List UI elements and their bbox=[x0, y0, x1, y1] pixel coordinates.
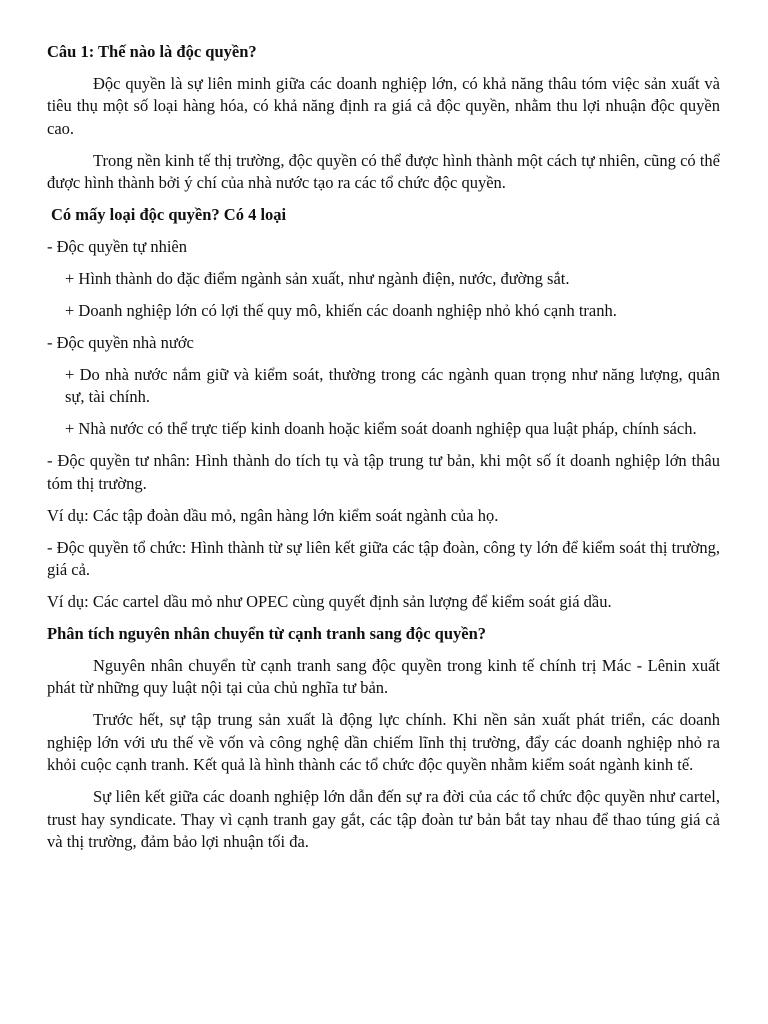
section3-paragraph-2: Trước hết, sự tập trung sản xuất là động lực chính. Khi nền sản xuất phát triển, các doanh nghiệp lớn với ưu thế về vốn và công nghệ dần chiếm lĩnh thị trường, đẩy các doanh nghiệp nhỏ ra khỏi cuộc cạnh tranh. Kết quả là hình thành các tổ chức độc quyền nhằm kiểm soát ngành kinh tế. bbox=[47, 710, 720, 774]
monopoly-type-state-point-1: + Do nhà nước nắm giữ và kiểm soát, thường trong các ngành quan trọng như năng lượng, quân sự, tài chính. bbox=[65, 364, 720, 406]
section3-paragraph-1: Nguyên nhân chuyển từ cạnh tranh sang độc quyền trong kinh tế chính trị Mác - Lênin xuất phát từ những quy luật nội tại của chủ nghĩa tư bản. bbox=[47, 655, 720, 697]
monopoly-type-organization-example: Ví dụ: Các cartel dầu mỏ như OPEC cùng quyết định sản lượng để kiểm soát giá dầu. bbox=[47, 592, 612, 611]
section3-paragraph-3: Sự liên kết giữa các doanh nghiệp lớn dẫn đến sự ra đời của các tổ chức độc quyền như cartel, trust hay syndicate. Thay vì cạnh tranh gay gắt, các tập đoàn tư bản bắt tay nhau để thao túng giá cả và thị trường, đảm bảo lợi nhuận tối đa. bbox=[47, 787, 720, 851]
section3-title: Phân tích nguyên nhân chuyển từ cạnh tranh sang độc quyền? bbox=[47, 624, 487, 643]
section1-title: Câu 1: Thế nào là độc quyền? bbox=[47, 42, 257, 61]
section2-title: Có mấy loại độc quyền? Có 4 loại bbox=[51, 205, 287, 224]
section1-paragraph-2: Trong nền kinh tế thị trường, độc quyền có thể được hình thành một cách tự nhiên, cũng có thể được hình thành bởi ý chí của nhà nước tạo ra các tổ chức độc quyền. bbox=[47, 150, 720, 192]
monopoly-type-organization: - Độc quyền tổ chức: Hình thành từ sự liên kết giữa các tập đoàn, công ty lớn để kiểm soát thị trường, giá cả. bbox=[47, 537, 720, 579]
monopoly-type-natural-point-1: + Hình thành do đặc điểm ngành sản xuất, như ngành điện, nước, đường sắt. bbox=[65, 268, 570, 288]
document-page bbox=[47, 41, 720, 863]
monopoly-type-state: - Độc quyền nhà nước bbox=[47, 332, 194, 352]
monopoly-type-natural-point-2: + Doanh nghiệp lớn có lợi thế quy mô, khiến các doanh nghiệp nhỏ khó cạnh tranh. bbox=[65, 300, 617, 320]
monopoly-type-private: - Độc quyền tư nhân: Hình thành do tích tụ và tập trung tư bản, khi một số ít doanh nghiệp lớn thâu tóm thị trường. bbox=[47, 451, 720, 493]
section1-paragraph-1: Độc quyền là sự liên minh giữa các doanh nghiệp lớn, có khả năng thâu tóm việc sản xuất và tiêu thụ một số loại hàng hóa, có khả năng định ra giá cả độc quyền, nhằm thu lợi nhuận độc quyền cao. bbox=[47, 73, 720, 138]
monopoly-type-private-example: Ví dụ: Các tập đoàn dầu mỏ, ngân hàng lớn kiểm soát ngành của họ. bbox=[47, 505, 499, 525]
monopoly-type-natural: - Độc quyền tự nhiên bbox=[47, 236, 187, 256]
monopoly-type-state-point-2: + Nhà nước có thể trực tiếp kinh doanh hoặc kiểm soát doanh nghiệp qua luật pháp, chính sách. bbox=[65, 419, 697, 438]
